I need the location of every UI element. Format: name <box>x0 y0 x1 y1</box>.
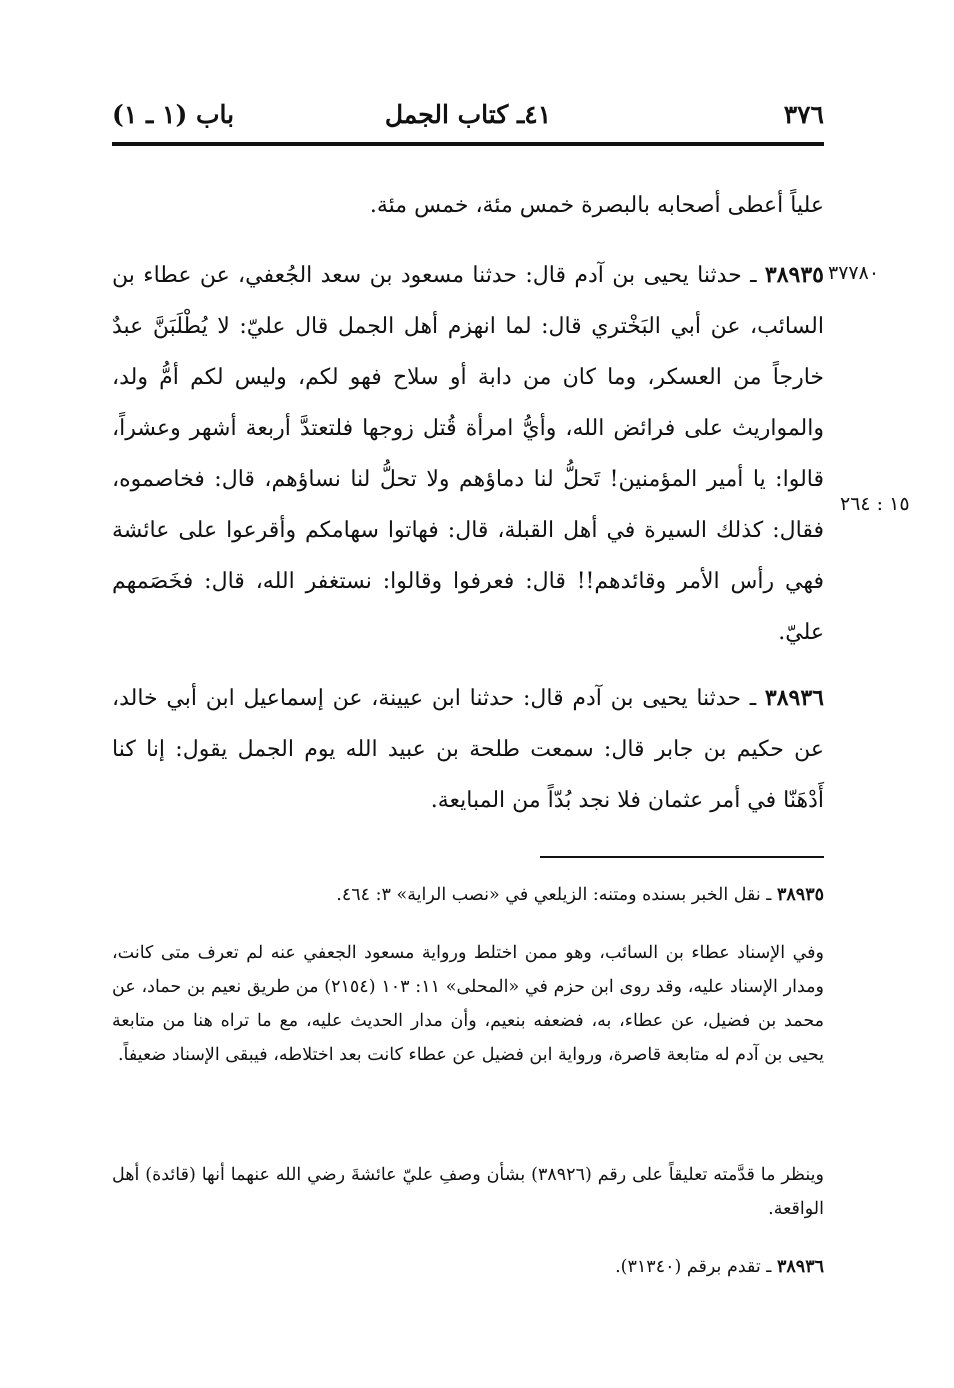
footnote-text: ـ نقل الخبر بسنده ومتنه: الزيلعي في «نصب الراية» ٣: ٤٦٤. <box>336 885 777 905</box>
footnote-paragraph <box>112 936 824 1072</box>
footnote-paragraph <box>112 1158 824 1226</box>
footnote-38936 <box>112 1250 824 1284</box>
continuation-text <box>112 180 824 231</box>
page-number: ٣٧٦ <box>783 100 824 129</box>
footnote-38935 <box>112 878 824 912</box>
footnote-number: ٣٨٩٣٦ <box>777 1257 824 1277</box>
header-rule <box>112 142 824 146</box>
hadith-38935 <box>112 250 824 658</box>
continuation-line: علياً أعطى أصحابه بالبصرة خمس مئة، خمس مئة. <box>369 193 824 218</box>
chapter-label: باب (١ ـ ١) <box>112 100 235 129</box>
footnote-separator <box>540 856 824 858</box>
book-title: ٤١ـ كتاب الجمل <box>384 100 552 129</box>
footnote-text: وفي الإسناد عطاء بن السائب، وهو ممن اختلط ورواية مسعود الجعفي عنه لم تعرف متى كانت، ومدار الإسناد عليه، وقد روى ابن حزم في «المحلى» ١١: ١٠٣ (٢١٥٤) من طريق نعيم بن حماد، عن محمد بن فضيل، عن عطاء، به، فضعفه بنعيم، وأن مدار الحديث عليه، مع ما تراه هنا من متابعة يحيى بن آدم له متابعة قاصرة، ورواية ابن فضيل عن عطاء كانت بعد اختلاطه، فيبقى الإسناد ضعيفاً. <box>112 943 825 1065</box>
hadith-38936 <box>112 673 824 826</box>
footnote-text: وينظر ما قدَّمته تعليقاً على رقم (٣٨٩٢٦) بشأن وصفِ عليّ عائشةَ رضي الله عنهما أنها (قائدة) أهل الواقعة. <box>112 1165 824 1219</box>
page-header <box>112 100 824 146</box>
margin-ref-number: ٣٧٧٨٠ <box>828 262 880 284</box>
footnote-text: ـ تقدم برقم (٣١٣٤٠). <box>615 1257 777 1277</box>
hadith-text: ـ حدثنا يحيى بن آدم قال: حدثنا مسعود بن سعد الجُعفي، عن عطاء بن السائب، عن أبي البَخْتري قال: لما انهزم أهل الجمل قال عليّ: لا يُطْلَبَنَّ عبدٌ خارجاً من العسكر، وما كان من دابة أو سلاح فهو لكم، وليس لكم أمُّ ولد، والمواريث على فرائض الله، وأيُّ امرأة قُتل زوجها فلتعتدَّ أربعة أشهر وعشراً، قالوا: يا أمير المؤمنين! تَحلُّ لنا دماؤهم ولا تحلُّ لنا نساؤهم، قال: فخاصموه، فقال: كذلك السيرة في أهل القبلة، قال: فهاتوا سهامكم وأقرعوا على عائشة فهي رأس الأمر وقائدهم!! قال: فعرفوا وقالوا: نستغفر الله، قال: فخَصَمهم عليّ. <box>112 263 824 645</box>
hadith-text: ـ حدثنا يحيى بن آدم قال: حدثنا ابن عيينة، عن إسماعيل ابن أبي خالد، عن حكيم بن جابر قال: سمعت طلحة بن عبيد الله يوم الجمل يقول: إنا كنا أَدْهَنّا في أمر عثمان فلا نجد بُدّاً من المبايعة. <box>112 686 824 813</box>
margin-ref-volume: ١٥ : ٢٦٤ <box>840 493 910 515</box>
hadith-number: ٣٨٩٣٥ <box>764 262 824 288</box>
footnote-number: ٣٨٩٣٥ <box>777 885 824 905</box>
hadith-number: ٣٨٩٣٦ <box>764 685 824 711</box>
